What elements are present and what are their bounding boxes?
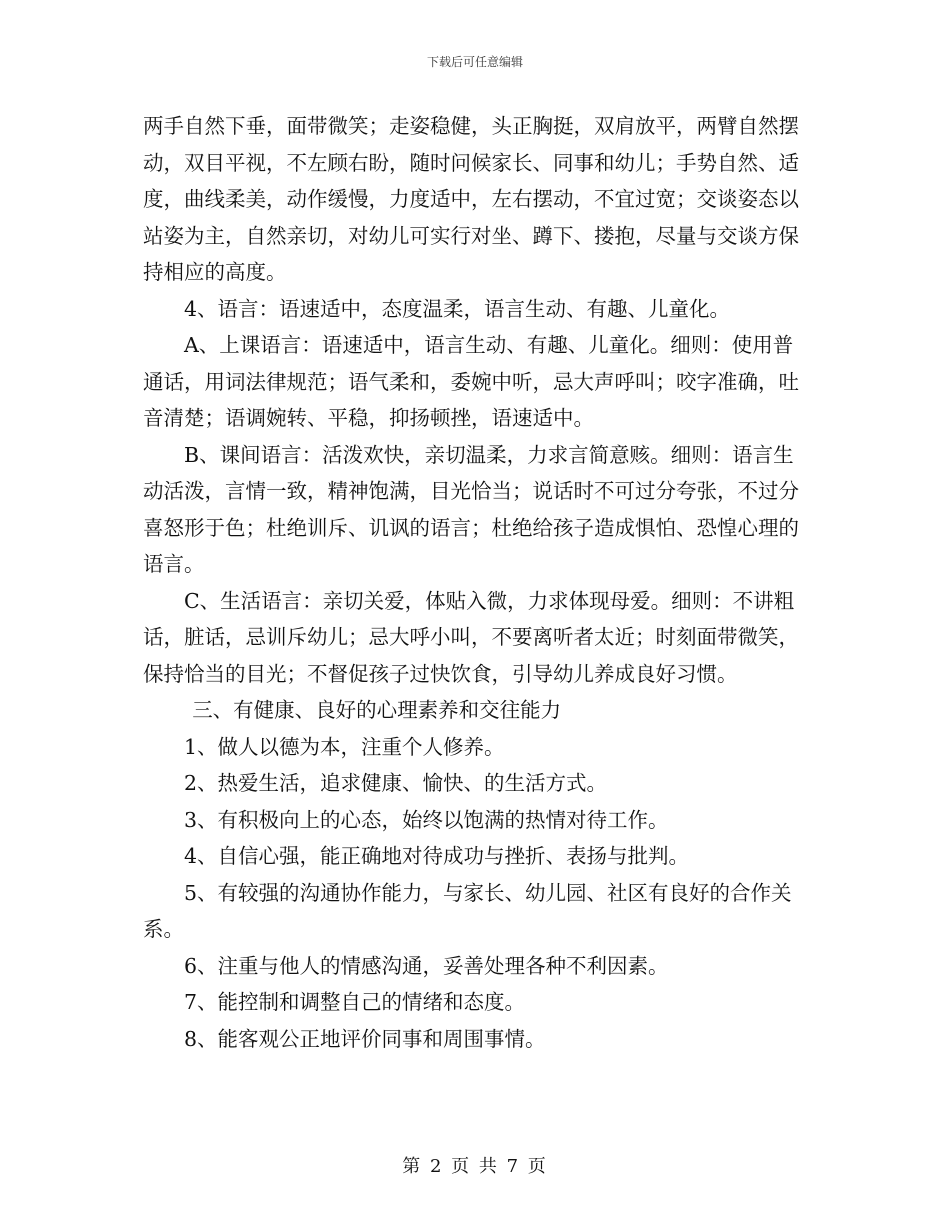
- page-header: 下载后可任意编辑: [426, 55, 523, 69]
- document-body: [143, 108, 813, 1057]
- list-item-5: 5、有较强的沟通协作能力，与家长、幼儿园、社区有良好的合作关系。: [143, 880, 792, 941]
- list-item-8: 8、能客观公正地评价同事和周围事情。: [184, 1026, 546, 1051]
- list-item-2: 2、热爱生活，追求健康、愉快、的生活方式。: [184, 771, 608, 795]
- list-item-7: 7、能控制和调整自己的情绪和态度。: [184, 990, 526, 1014]
- list-item-3: 3、有积极向上的心态，始终以饱满的热情对待工作。: [184, 807, 669, 832]
- paragraph-posture-continued: 两手自然下垂，面带微笑；走姿稳健，头正胸挺，双肩放平，两臂自然摆动，双目平视，不左顾右盼，随时问候家长、同事和幼儿；手势自然、适度，曲线柔美，动作缓慢，力度适中，左右摆动，不宜过宽；交谈姿态以站姿为主，自然亲切，对幼儿可实行对坐、蹲下、搂抱，尽量与交谈方保持相应的高度。: [143, 114, 799, 284]
- paragraph-break-language: B、课间语言：活泼欢快，亲切温柔，力求言简意赅。细则：语言生动活泼，言情一致，精神饱满，目光恰当；说话时不可过分夸张，不过分喜怒形于色；杜绝训斥、讥讽的语言；杜绝给孩子造成惧怕、恐惶心理的语言。: [143, 442, 799, 576]
- list-item-4: 4、自信心强，能正确地对待成功与挫折、表扬与批判。: [184, 844, 690, 868]
- page-number-footer: 第 2 页 共 7 页: [402, 1156, 548, 1177]
- paragraph-language-heading: 4、语言：语速适中，态度温柔，语言生动、有趣、儿童化。: [184, 296, 731, 321]
- list-item-6: 6、注重与他人的情感沟通，妥善处理各种不利因素。: [184, 953, 669, 978]
- list-item-1: 1、做人以德为本，注重个人修养。: [184, 734, 505, 759]
- paragraph-class-language: A、上课语言：语速适中，语言生动、有趣、儿童化。细则：使用普通话，用词法律规范；语气柔和，委婉中听，忌大声呼叫；咬字准确，吐音清楚；语调婉转、平稳，抑扬顿挫，语速适中。: [143, 333, 799, 430]
- paragraph-life-language: C、生活语言：亲切关爱，体贴入微，力求体现母爱。细则：不讲粗话，脏话，忌训斥幼儿；忌大呼小叫，不要离听者太近；时刻面带微笑，保持恰当的目光；不督促孩子过快饮食，引导幼儿养成良好习惯。: [143, 588, 799, 686]
- section-heading-psychology: 三、有健康、良好的心理素养和交往能力: [192, 698, 562, 722]
